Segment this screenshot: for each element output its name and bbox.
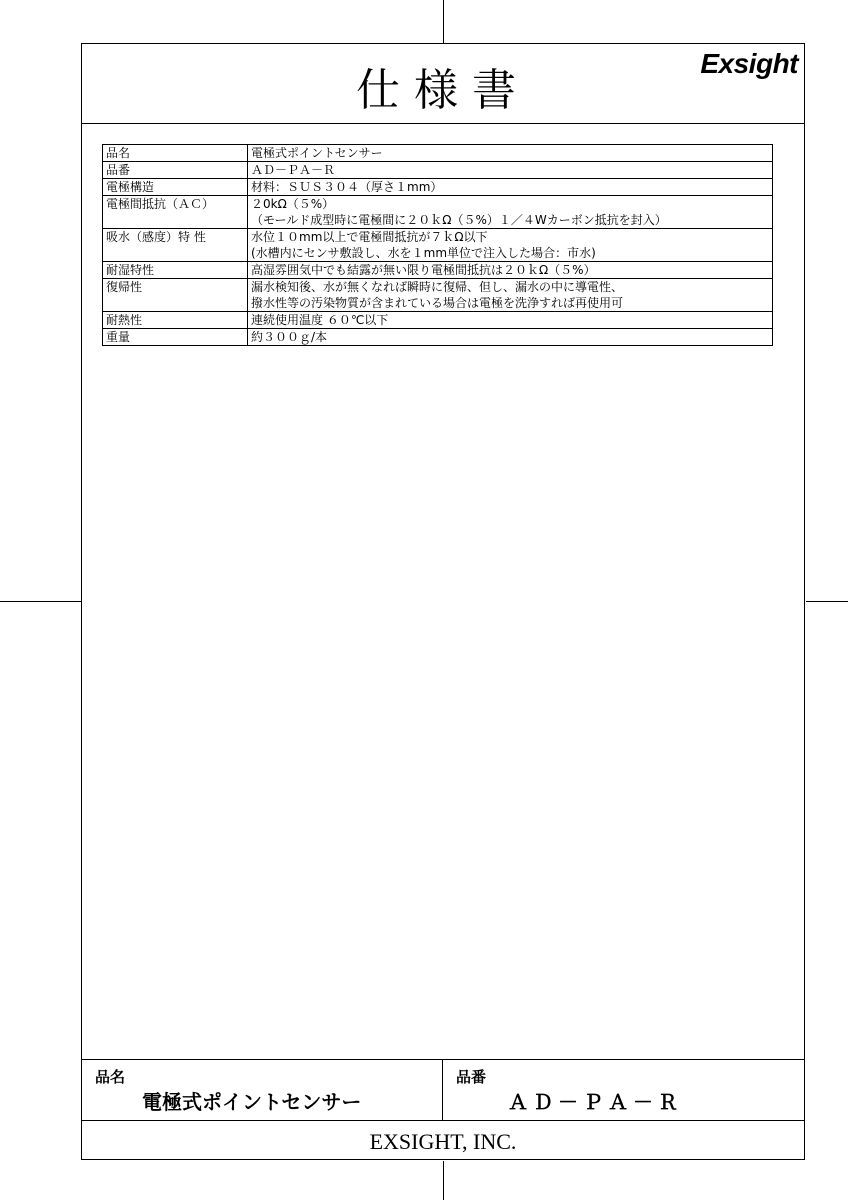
spec-row	[103, 179, 773, 196]
footer-name-label: 品名	[95, 1068, 126, 1086]
footer-product-name-cell	[82, 1060, 443, 1120]
spec-value-line: 材料：ＳＵＳ３０４（厚さ１mm）	[251, 180, 443, 194]
spec-value	[248, 179, 773, 196]
spec-row	[103, 196, 773, 229]
spec-key: 電極間抵抗（ＡＣ）	[103, 196, 248, 229]
spec-value	[248, 262, 773, 279]
spec-value	[248, 312, 773, 329]
spec-value-line: 漏水検知後、水が無くなれば瞬時に復帰、但し、漏水の中に導電性、	[251, 280, 624, 294]
spec-row	[103, 162, 773, 179]
footer-number-value: ＡＤ－ＰＡ－Ｒ	[508, 1090, 683, 1114]
title-bar	[82, 44, 804, 124]
spec-value	[248, 162, 773, 179]
crop-mark-top	[443, 0, 444, 44]
spec-row	[103, 312, 773, 329]
spec-key: 品番	[103, 162, 248, 179]
document-frame	[81, 43, 805, 1160]
crop-mark-left	[0, 601, 82, 602]
spec-value-line: ＡＤ－ＰＡ－Ｒ	[251, 163, 336, 177]
footer-number-label: 品番	[456, 1068, 487, 1086]
spec-value-line: 水位１０mm以上で電極間抵抗が７ｋΩ以下	[251, 230, 488, 244]
footer-product-number-cell	[443, 1060, 804, 1120]
spec-table	[102, 144, 773, 346]
spec-value-line: ２0kΩ（５%）	[251, 197, 335, 211]
spec-row	[103, 262, 773, 279]
spec-value-line: 約３００ｇ/本	[251, 330, 328, 344]
footer-info-row	[82, 1059, 804, 1121]
spec-value-line: （モールド成型時に電極間に２０ｋΩ（５%）１／４Wカーボン抵抗を封入）	[251, 213, 667, 227]
document-title: 仕様書	[356, 65, 530, 116]
spec-value	[248, 229, 773, 262]
spec-value-line: 撥水性等の汚染物質が含まれている場合は電極を洗浄すれば再使用可	[251, 296, 624, 310]
spec-key: 復帰性	[103, 279, 248, 312]
spec-value-line: 連続使用温度 ６０℃以下	[251, 313, 389, 327]
crop-mark-right	[806, 601, 848, 602]
spec-key: 吸水（感度）特 性	[103, 229, 248, 262]
spec-key: 品名	[103, 145, 248, 162]
spec-value-line: (水槽内にセンサ敷設し、水を１mm単位で注入した場合：市水)	[251, 246, 596, 260]
spec-key: 耐湿特性	[103, 262, 248, 279]
spec-value-line: 電極式ポイントセンサー	[251, 146, 383, 160]
spec-row	[103, 145, 773, 162]
spec-row	[103, 229, 773, 262]
spec-value	[248, 145, 773, 162]
spec-value-line: 高湿雰囲気中でも結露が無い限り電極間抵抗は２０ｋΩ（５%）	[251, 263, 596, 277]
spec-value	[248, 196, 773, 229]
company-name: EXSIGHT, INC.	[369, 1129, 517, 1154]
spec-key: 電極構造	[103, 179, 248, 196]
spec-row	[103, 279, 773, 312]
spec-value	[248, 329, 773, 346]
spec-key: 耐熱性	[103, 312, 248, 329]
crop-mark-bottom	[443, 1161, 444, 1200]
spec-value	[248, 279, 773, 312]
footer-name-value: 電極式ポイントセンサー	[142, 1090, 362, 1114]
company-logo: Exsight	[700, 48, 798, 79]
spec-row	[103, 329, 773, 346]
spec-key: 重量	[103, 329, 248, 346]
